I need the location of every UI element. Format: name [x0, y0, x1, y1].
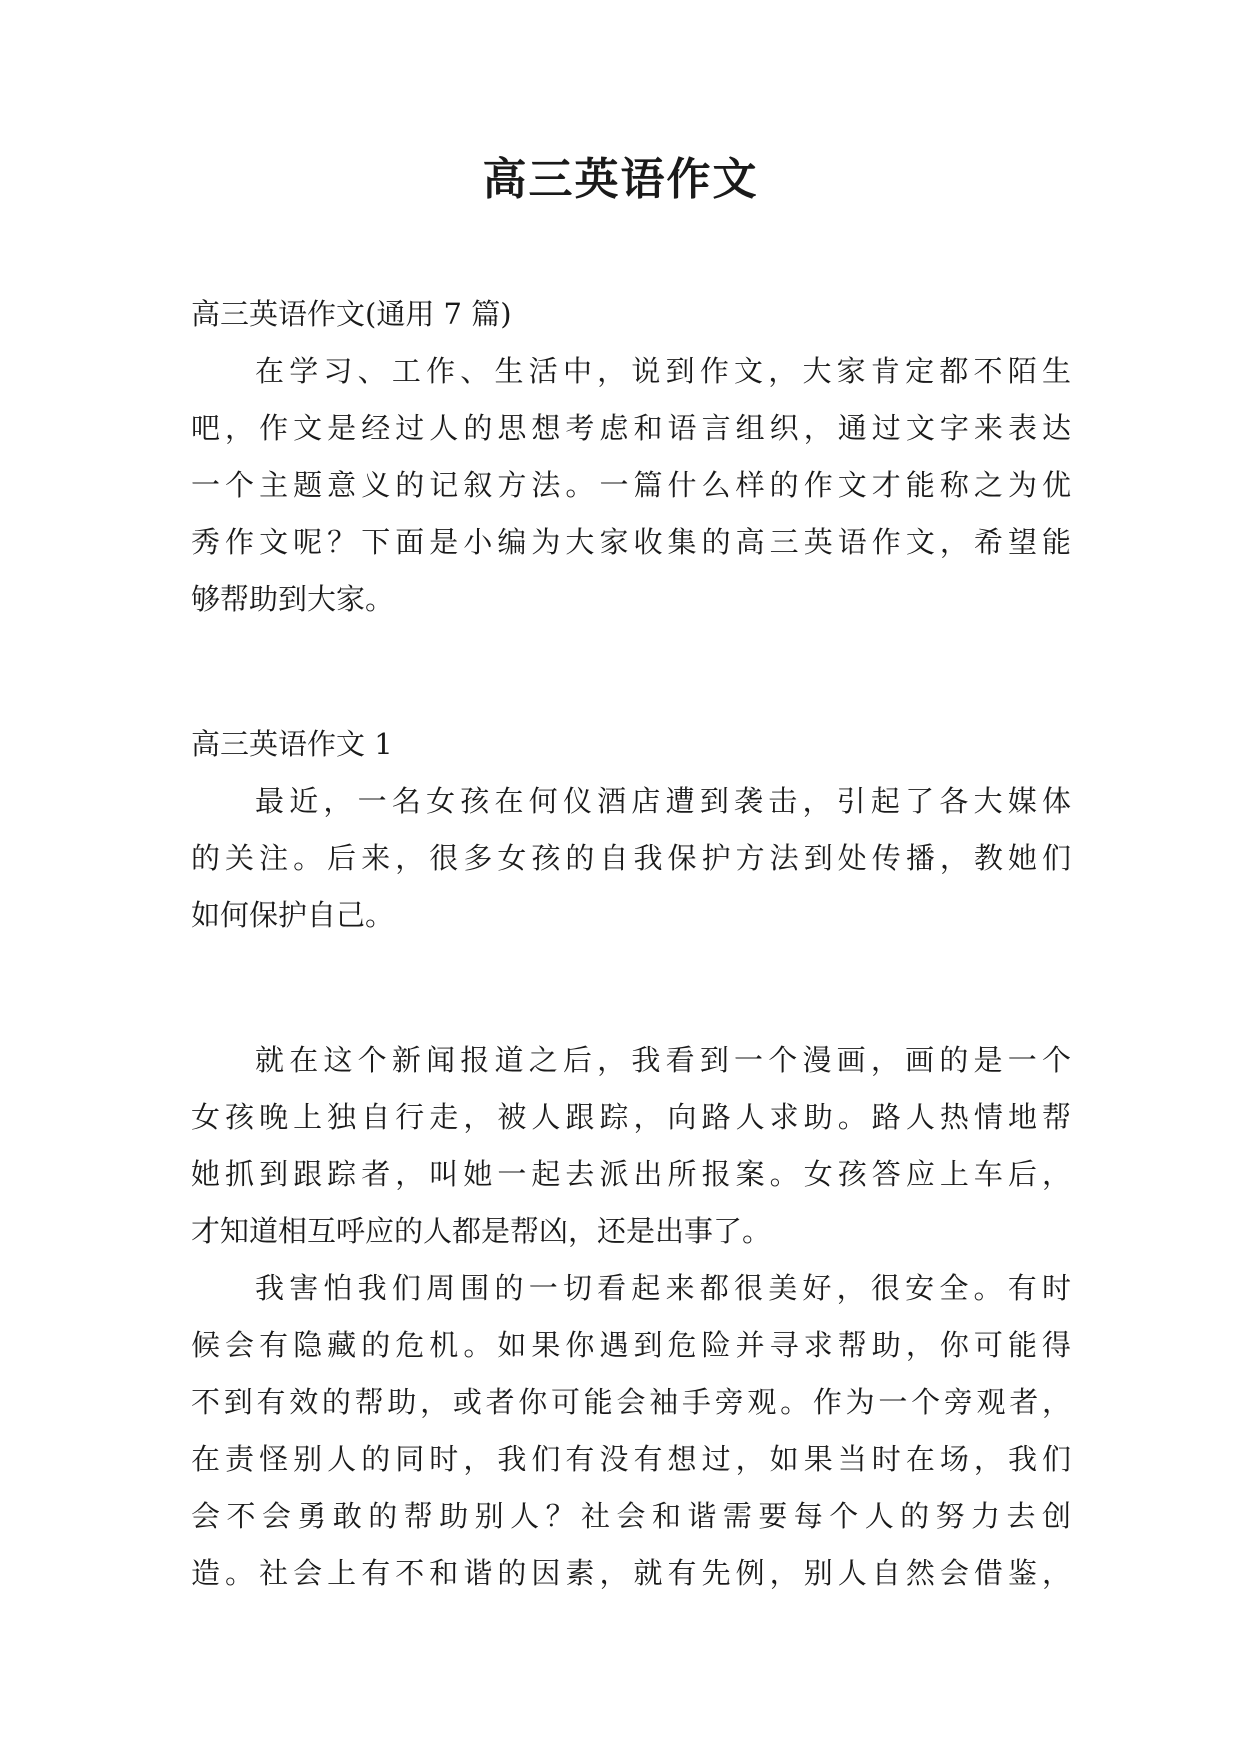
paragraph-line: 才知道相互呼应的人都是帮凶，还是出事了。	[191, 1214, 772, 1248]
section-spacer	[191, 628, 1071, 716]
paragraph-spacer	[191, 944, 1071, 1032]
paragraph-line: 不到有效的帮助，或者你可能会袖手旁观。作为一个旁观者，	[191, 1385, 1071, 1419]
document-title: 高三英语作文	[482, 154, 759, 205]
intro-line: 一个主题意义的记叙方法。一篇什么样的作文才能称之为优	[191, 468, 1071, 502]
paragraph-line: 在责怪别人的同时，我们有没有想过，如果当时在场，我们	[191, 1442, 1071, 1476]
paragraph-line: 如何保护自己。	[191, 898, 395, 932]
document-subtitle: 高三英语作文(通用 7 篇)	[191, 297, 512, 331]
section-heading: 高三英语作文 1	[191, 727, 393, 761]
paragraph-line: 最近，一名女孩在何仪酒店遭到袭击，引起了各大媒体	[255, 784, 1071, 818]
paragraph-line: 她抓到跟踪者，叫她一起去派出所报案。女孩答应上车后，	[191, 1157, 1071, 1191]
paragraph-line: 就在这个新闻报道之后，我看到一个漫画，画的是一个	[255, 1043, 1071, 1077]
intro-line: 够帮助到大家。	[191, 582, 395, 616]
paragraph-line: 会不会勇敢的帮助别人？社会和谐需要每个人的努力去创	[191, 1499, 1071, 1533]
document-body	[191, 286, 1071, 1602]
intro-line: 吧，作文是经过人的思想考虑和语言组织，通过文字来表达	[191, 411, 1071, 445]
paragraph-line: 候会有隐藏的危机。如果你遇到危险并寻求帮助，你可能得	[191, 1328, 1071, 1362]
paragraph-line: 造。社会上有不和谐的因素，就有先例，别人自然会借鉴，	[191, 1556, 1071, 1590]
intro-line: 秀作文呢？下面是小编为大家收集的高三英语作文，希望能	[191, 525, 1071, 559]
paragraph-line: 女孩晚上独自行走，被人跟踪，向路人求助。路人热情地帮	[191, 1100, 1071, 1134]
intro-line: 在学习、工作、生活中，说到作文，大家肯定都不陌生	[255, 354, 1071, 388]
paragraph-line: 我害怕我们周围的一切看起来都很美好，很安全。有时	[255, 1271, 1071, 1305]
paragraph-line: 的关注。后来，很多女孩的自我保护方法到处传播，教她们	[191, 841, 1071, 875]
